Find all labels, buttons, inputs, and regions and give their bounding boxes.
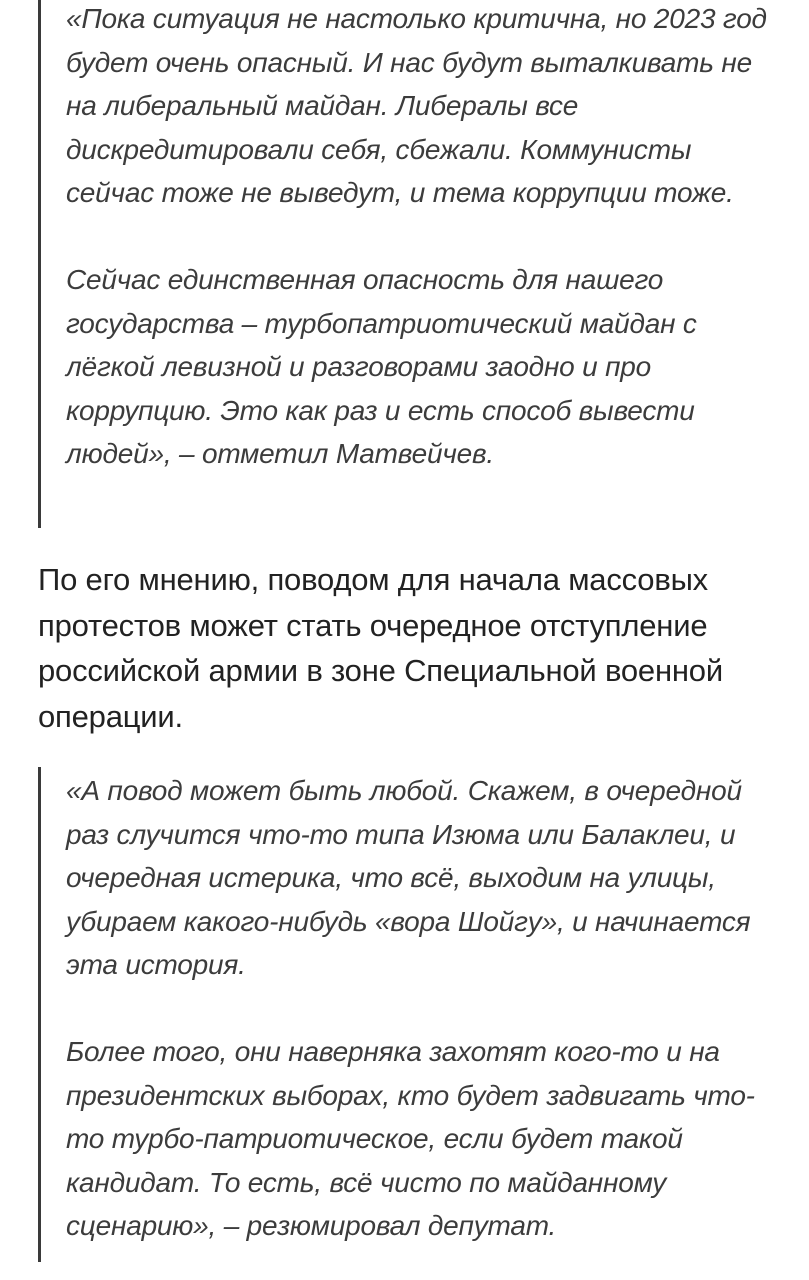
blockquote-1: [38, 0, 778, 528]
quote-2-paragraph-2: Более того, они наверняка захотят кого-то и на президентских выборах, кто будет задвигать что-то турбо-патриотическое, если будет такой кандидат. То есть, всё чисто по майданному сценарию», – резюмировал депутат.: [66, 1035, 755, 1242]
quote-1-paragraph-2: Сейчас единственная опасность для нашего государства – турбопатриотический майдан с лёгкой левизной и разговорами заодно и про коррупцию. Это как раз и есть способ вывести людей», – отметил Матвейчев.: [66, 263, 697, 470]
quote-1-paragraph-1: «Пока ситуация не настолько критична, но 2023 год будет очень опасный. И нас будут выталкивать не на либеральный майдан. Либералы все дискредитировали себя, сбежали. Коммунисты сейчас тоже не выведут, и тема коррупции тоже.: [66, 3, 767, 209]
blockquote-2: [38, 767, 778, 1262]
body-paragraph: По его мнению, поводом для начала массовых протестов может стать очередное отступление российской армии в зоне Специальной военной операции.: [38, 562, 723, 734]
quote-2-paragraph-1: «А повод может быть любой. Скажем, в очередной раз случится что-то типа Изюма или Балаклеи, и очередная истерика, что всё, выходим на улицы, убираем какого-нибудь «вора Шойгу», и начинается эта история.: [66, 775, 751, 981]
